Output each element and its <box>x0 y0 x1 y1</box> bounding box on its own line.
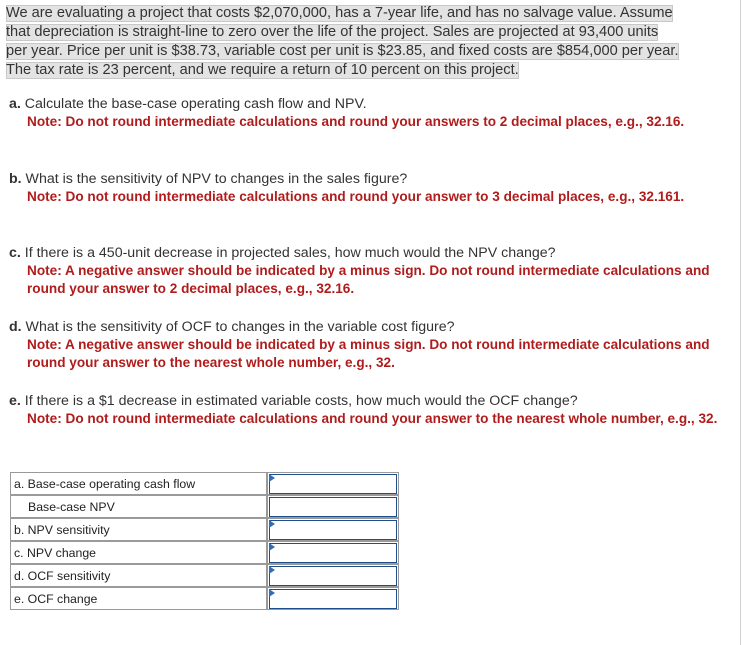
question-a <box>9 95 729 131</box>
answer-label: c. NPV change <box>10 541 267 564</box>
question-c <box>9 244 729 298</box>
npv-sensitivity-input[interactable] <box>269 520 397 540</box>
answer-label: b. NPV sensitivity <box>10 518 267 541</box>
ocf-base-input[interactable] <box>269 474 397 494</box>
problem-intro <box>6 4 738 80</box>
question-b <box>9 170 729 206</box>
answer-row <box>10 472 399 495</box>
input-marker-icon <box>269 589 275 597</box>
intro-line-2: that depreciation is straight-line to zero over the life of the project. Sales are projected at 93,400 units <box>6 24 659 40</box>
answer-label: d. OCF sensitivity <box>10 564 267 587</box>
answer-label: Base-case NPV <box>10 495 267 518</box>
answer-row <box>10 518 399 541</box>
question-b-text: What is the sensitivity of NPV to changes in the sales figure? <box>21 171 408 187</box>
input-marker-icon <box>269 566 275 574</box>
npv-change-input[interactable] <box>269 543 397 563</box>
ocf-sensitivity-input[interactable] <box>269 566 397 586</box>
ocf-change-input[interactable] <box>269 589 397 609</box>
answer-cell <box>267 564 399 587</box>
question-d-note: Note: A negative answer should be indicated by a minus sign. Do not round intermediate calculations and round your answer to the nearest whole number, e.g., 32. <box>27 337 710 370</box>
answer-label: a. Base-case operating cash flow <box>10 472 267 495</box>
answer-row <box>10 564 399 587</box>
intro-line-4: The tax rate is 23 percent, and we require a return of 10 percent on this project. <box>6 62 519 78</box>
question-e-note: Note: Do not round intermediate calculations and round your answer to the nearest whole number, e.g., 32. <box>27 411 718 426</box>
input-marker-icon <box>269 474 275 482</box>
question-b-letter: b. <box>9 171 22 187</box>
answer-cell <box>267 518 399 541</box>
question-b-note: Note: Do not round intermediate calculations and round your answer to 3 decimal places, e.g., 32.161. <box>27 189 685 204</box>
answer-row <box>10 587 399 610</box>
input-marker-icon <box>269 520 275 528</box>
question-a-note: Note: Do not round intermediate calculations and round your answers to 2 decimal places, e.g., 32.16. <box>27 114 685 129</box>
answer-cell <box>267 587 399 610</box>
right-scroll-rule <box>740 0 741 645</box>
question-a-letter: a. <box>9 96 21 112</box>
intro-line-1: We are evaluating a project that costs $2,070,000, has a 7-year life, and has no salvage value. Assume <box>6 5 673 21</box>
answer-table <box>10 472 399 610</box>
answer-cell <box>267 495 399 518</box>
question-d-letter: d. <box>9 319 22 335</box>
answer-cell <box>267 472 399 495</box>
answer-label: e. OCF change <box>10 587 267 610</box>
question-c-letter: c. <box>9 245 21 261</box>
input-marker-icon <box>269 543 275 551</box>
question-e <box>9 392 729 428</box>
question-d <box>9 318 729 372</box>
npv-base-input[interactable] <box>269 497 397 517</box>
question-c-note: Note: A negative answer should be indicated by a minus sign. Do not round intermediate calculations and round your answer to 2 decimal places, e.g., 32.16. <box>27 263 710 296</box>
question-a-text: Calculate the base-case operating cash flow and NPV. <box>20 96 367 112</box>
question-e-text: If there is a $1 decrease in estimated variable costs, how much would the OCF change? <box>20 393 578 409</box>
question-c-text: If there is a 450-unit decrease in projected sales, how much would the NPV change? <box>20 245 556 261</box>
question-e-letter: e. <box>9 393 21 409</box>
intro-line-3: per year. Price per unit is $38.73, variable cost per unit is $23.85, and fixed costs are $854,000 per year. <box>6 43 679 59</box>
question-d-text: What is the sensitivity of OCF to changes in the variable cost figure? <box>21 319 455 335</box>
answer-row <box>10 495 399 518</box>
answer-row <box>10 541 399 564</box>
answer-cell <box>267 541 399 564</box>
